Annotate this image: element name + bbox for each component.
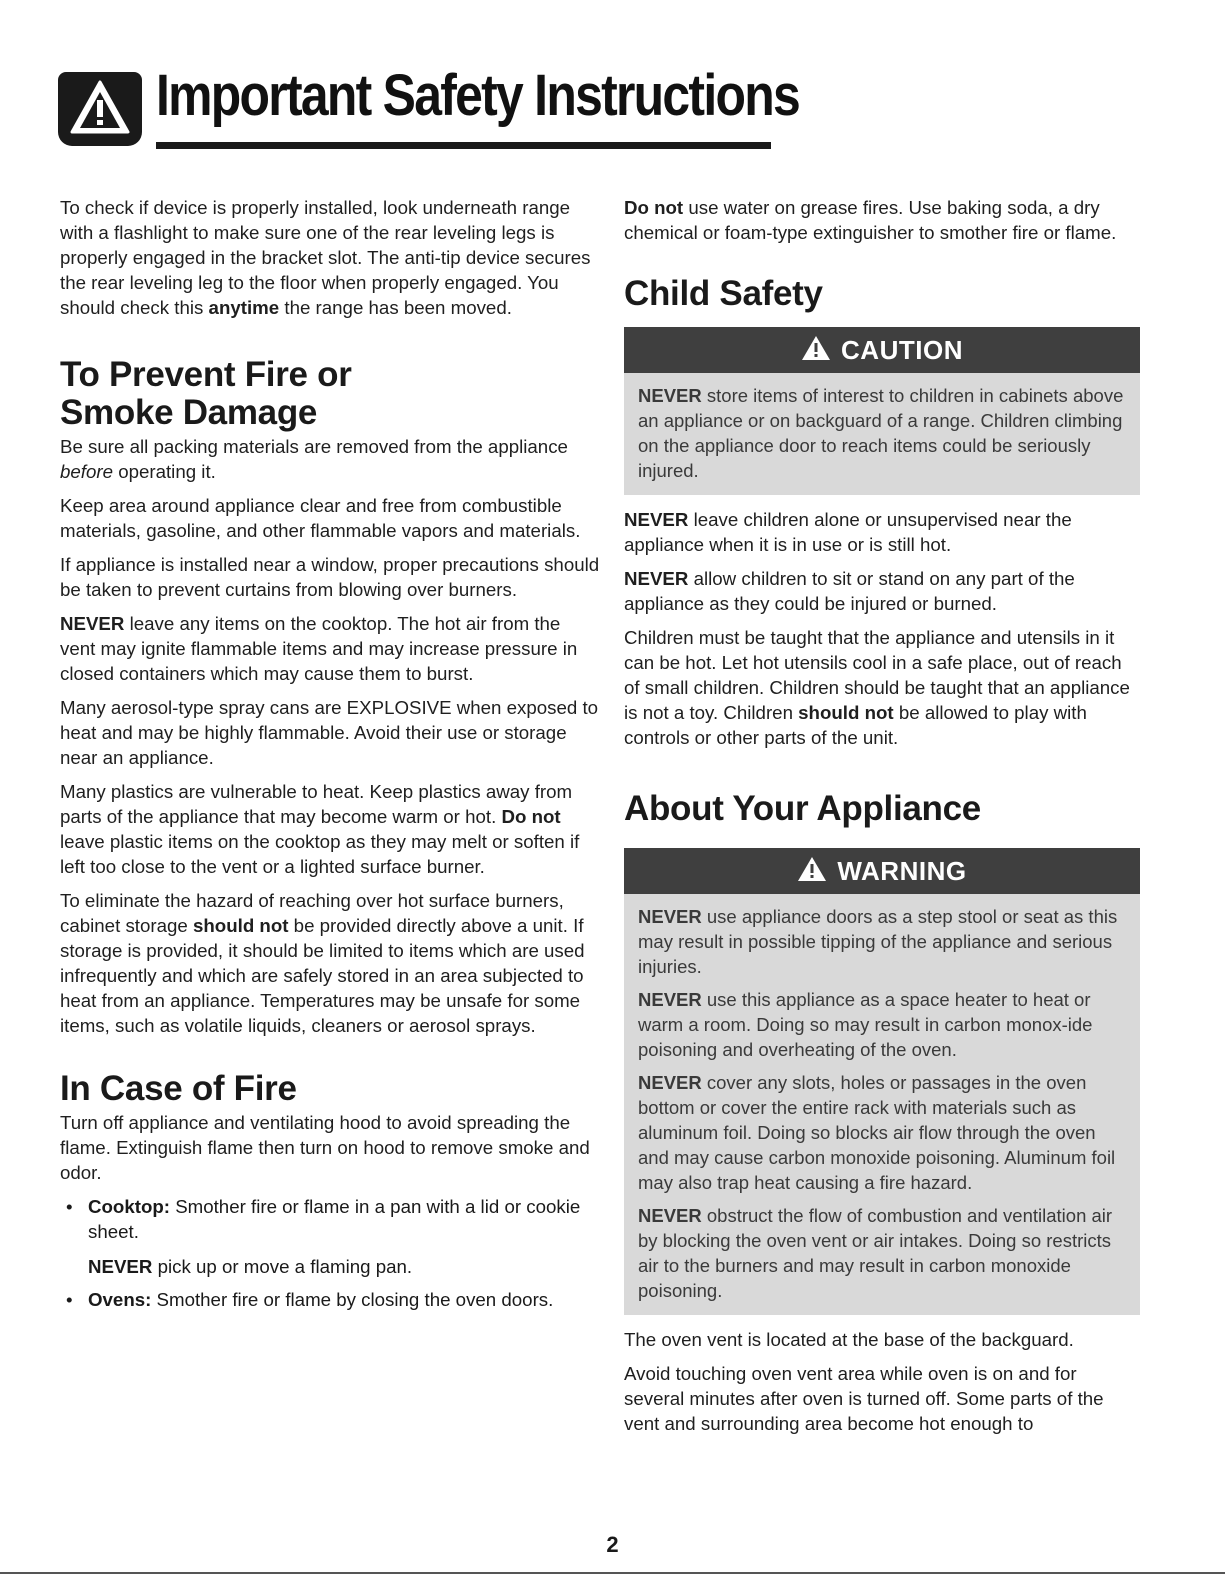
cabinet-storage-paragraph: To eliminate the hazard of reaching over hot surface burners, cabinet storage should not be provided directly above a unit. If storage is provided, it should be limited to items which are used infrequently and which are safely stored in an area subjected to heat from an appliance. Temperatures may be unsafe for some items, such as volatile liquids, cleaners or aerosol sprays. bbox=[60, 890, 585, 1036]
warning-text-vent: NEVER obstruct the flow of combustion and ventilation air by blocking the oven vent or air intakes. Doing so restricts air to the burners and may result in carbon monoxide poisoning. bbox=[638, 1205, 1113, 1301]
list-item: • Cooktop: Smother fire or flame in a pan with a lid or cookie sheet. NEVER pick up or move a flaming pan. bbox=[60, 1194, 600, 1279]
children-taught-paragraph: Children must be taught that the appliance and utensils in it can be hot. Let hot utensils cool in a safe place, out of reach of small children. Children should be taught that an appliance is not a toy. Children should not be allowed to play with controls or other parts of the unit. bbox=[624, 627, 1130, 748]
page-number: 2 bbox=[606, 1532, 619, 1557]
alert-triangle-icon bbox=[801, 335, 831, 366]
anti-tip-paragraph: To check if device is properly installed, look underneath range with a flashlight to make sure one of the rear leveling legs is properly engaged in the bracket slot. The anti-tip device secures the rear leveling leg to the floor when properly engaged. You should check this anytime the range has been moved. bbox=[60, 197, 591, 318]
caution-banner: CAUTION bbox=[624, 327, 1140, 373]
vent-hot-paragraph: Avoid touching oven vent area while oven is on and for several minutes after oven is turned off. Some parts of the vent and surrounding area become hot enough to bbox=[624, 1363, 1104, 1434]
unsupervised-paragraph: NEVER leave children alone or unsupervised near the appliance when it is in use or is still hot. bbox=[624, 509, 1072, 555]
list-item: • Ovens: Smother fire or flame by closing the oven doors. bbox=[60, 1287, 600, 1312]
caution-text: NEVER store items of interest to children in cabinets above an appliance or on backguard of a range. Children climbing on the appliance door to reach items could be seriously injured. bbox=[638, 385, 1124, 481]
case-of-fire-heading: In Case of Fire bbox=[60, 1069, 297, 1108]
warning-text-heater: NEVER use this appliance as a space heater to heat or warm a room. Doing so may result in carbon monox-ide poisoning and overheating of the oven. bbox=[638, 989, 1093, 1060]
child-safety-heading: Child Safety bbox=[624, 274, 823, 313]
warning-box bbox=[624, 848, 1140, 1315]
packing-paragraph: Be sure all packing materials are removed from the appliance before operating it. bbox=[60, 436, 568, 482]
warning-text-foil: NEVER cover any slots, holes or passages in the oven bottom or cover the entire rack with materials such as aluminum foil. Doing so blocks air flow through the oven and may cause carbon monoxide poisoning. Aluminum foil may also trap heat causing a fire hazard. bbox=[638, 1072, 1116, 1193]
warning-triangle-icon bbox=[58, 72, 142, 146]
fire-bullets bbox=[60, 1194, 600, 1312]
left-column bbox=[60, 195, 600, 1320]
aerosol-paragraph: Many aerosol-type spray cans are EXPLOSIVE when exposed to heat and may be highly flammable. Avoid their use or storage near an appliance. bbox=[60, 697, 599, 768]
vent-location-paragraph: The oven vent is located at the base of the backguard. bbox=[624, 1329, 1074, 1350]
caution-box bbox=[624, 327, 1140, 495]
cooktop-items-paragraph: NEVER leave any items on the cooktop. The hot air from the vent may ignite flammable items and may increase pressure in closed containers which may cause them to burst. bbox=[60, 613, 578, 684]
bottom-rule bbox=[0, 1572, 1225, 1574]
fire-paragraph: Turn off appliance and ventilating hood to avoid spreading the flame. Extinguish flame then turn on hood to remove smoke and odor. bbox=[60, 1112, 590, 1183]
page-header bbox=[58, 62, 799, 152]
combustible-paragraph: Keep area around appliance clear and free from combustible materials, gasoline, and other flammable vapors and materials. bbox=[60, 495, 581, 541]
prevent-fire-heading: To Prevent Fire or Smoke Damage bbox=[60, 355, 352, 432]
right-column bbox=[624, 195, 1140, 1445]
grease-fire-paragraph: Do not use water on grease fires. Use baking soda, a dry chemical or foam-type extinguisher to smother fire or flame. bbox=[624, 197, 1117, 243]
window-paragraph: If appliance is installed near a window, proper precautions should be taken to prevent curtains from blowing over burners. bbox=[60, 554, 600, 600]
header-rule bbox=[156, 142, 771, 149]
about-appliance-heading: About Your Appliance bbox=[624, 789, 981, 828]
page-title: Important Safety Instructions bbox=[156, 63, 799, 128]
plastics-paragraph: Many plastics are vulnerable to heat. Keep plastics away from parts of the appliance that may become warm or hot. Do not leave plastic items on the cooktop as they may melt or soften if left too close to the vent or a lighted surface burner. bbox=[60, 781, 580, 877]
warning-banner: WARNING bbox=[624, 848, 1140, 894]
warning-text-doors: NEVER use appliance doors as a step stool or seat as this may result in possible tipping of the appliance and serious injuries. bbox=[638, 906, 1118, 977]
alert-triangle-icon bbox=[797, 856, 827, 887]
sit-stand-paragraph: NEVER allow children to sit or stand on any part of the appliance as they could be injured or burned. bbox=[624, 568, 1075, 614]
